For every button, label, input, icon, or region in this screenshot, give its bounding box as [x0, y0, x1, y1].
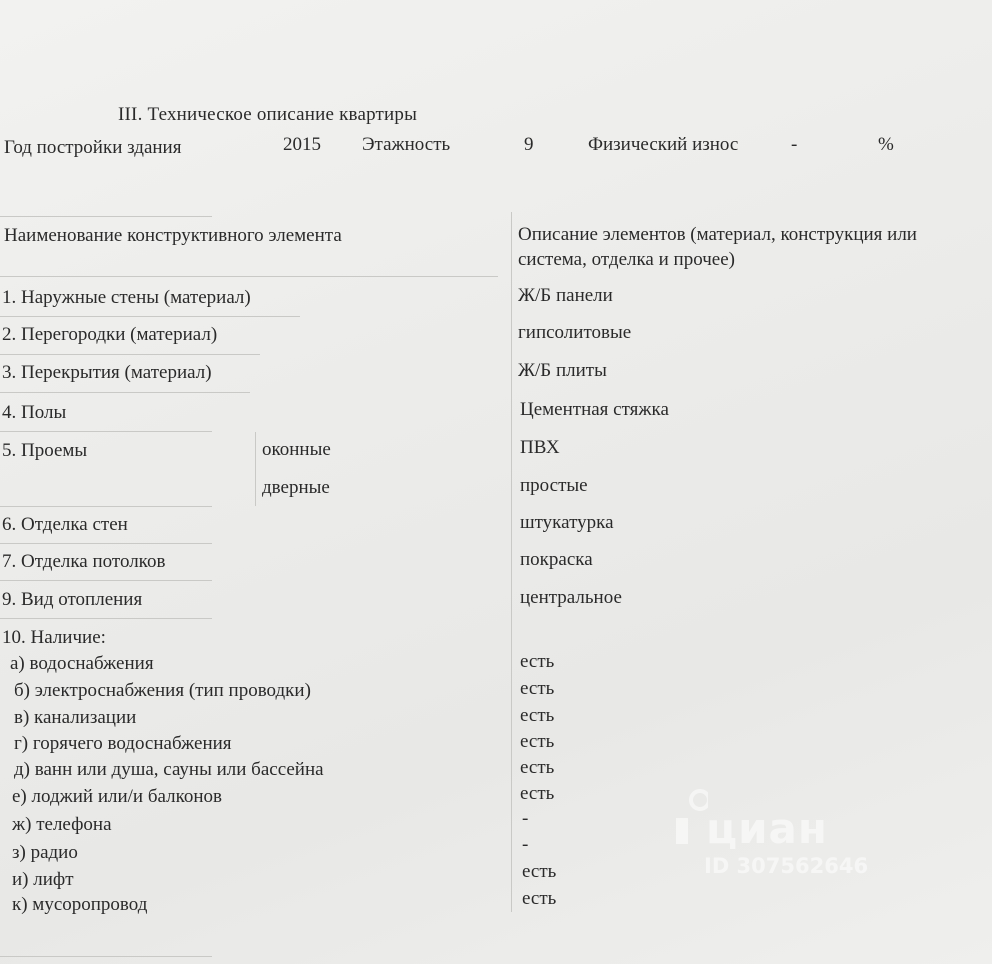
cian-watermark — [668, 788, 898, 888]
availability-item: в) канализации — [14, 707, 137, 728]
header-right-line1: Описание элементов (материал, конструкция или — [518, 224, 917, 245]
availability-item: з) радио — [12, 842, 78, 863]
row-rule — [0, 392, 250, 393]
watermark-brand: циан — [706, 804, 828, 853]
row-name: 9. Вид отопления — [2, 589, 143, 610]
availability-value: есть — [522, 861, 557, 882]
row-value: гипсолитовые — [518, 322, 632, 343]
row-name: 6. Отделка стен — [2, 514, 128, 535]
column-divider — [511, 212, 512, 912]
availability-value: - — [522, 808, 529, 829]
location-pin-icon — [668, 788, 708, 848]
subrow-divider — [255, 432, 256, 506]
year-value: 2015 — [283, 134, 321, 155]
wear-label: Физический износ — [588, 134, 739, 155]
availability-value: есть — [520, 678, 555, 699]
availability-item: а) водоснабжения — [10, 653, 154, 674]
row-value: покраска — [520, 549, 593, 570]
availability-item: г) горячего водоснабжения — [14, 733, 232, 754]
table-bottom-rule — [0, 956, 212, 957]
row-name: 5. Проемы — [2, 440, 88, 461]
header-right-line2: система, отделка и прочее) — [518, 249, 735, 270]
row-value: центральное — [520, 587, 622, 608]
availability-value: есть — [520, 783, 555, 804]
row-rule — [0, 506, 212, 507]
availability-title: 10. Наличие: — [2, 627, 106, 648]
availability-value: есть — [520, 705, 555, 726]
year-label: Год постройки здания — [4, 137, 182, 158]
availability-item: и) лифт — [12, 869, 74, 890]
row-value: ПВХ — [520, 437, 560, 458]
row-rule — [0, 543, 212, 544]
availability-value: есть — [522, 888, 557, 909]
availability-value: есть — [520, 651, 555, 672]
row-rule — [0, 580, 212, 581]
row-rule — [0, 316, 300, 317]
availability-item: б) электроснабжения (тип проводки) — [14, 680, 311, 701]
row-rule — [0, 431, 212, 432]
availability-item: д) ванн или душа, сауны или бассейна — [14, 759, 324, 780]
availability-value: - — [522, 834, 529, 855]
header-left: Наименование конструктивного элемента — [4, 225, 342, 246]
availability-value: есть — [520, 731, 555, 752]
availability-value: есть — [520, 757, 555, 778]
wear-unit: % — [878, 134, 894, 155]
row-rule — [0, 618, 212, 619]
wear-value: - — [791, 134, 798, 155]
row-subname: оконные — [262, 439, 331, 460]
floors-label: Этажность — [362, 134, 451, 155]
row-name: 4. Полы — [2, 402, 67, 423]
row-value: Ж/Б плиты — [518, 360, 607, 381]
row-value: простые — [520, 475, 588, 496]
row-value: Цементная стяжка — [520, 399, 669, 420]
availability-item: к) мусоропровод — [12, 894, 148, 915]
row-name: 1. Наружные стены (материал) — [2, 287, 251, 308]
row-subname: дверные — [262, 477, 330, 498]
row-rule — [0, 354, 260, 355]
availability-item: е) лоджий или/и балконов — [12, 786, 222, 807]
row-name: 3. Перекрытия (материал) — [2, 362, 212, 383]
table-top-rule — [0, 216, 212, 217]
header-rule — [0, 276, 498, 277]
availability-item: ж) телефона — [12, 814, 112, 835]
section-title: III. Техническое описание квартиры — [118, 104, 418, 125]
row-value: штукатурка — [520, 512, 614, 533]
row-name: 7. Отделка потолков — [2, 551, 166, 572]
row-name: 2. Перегородки (материал) — [2, 324, 218, 345]
watermark-id: ID 307562646 — [704, 854, 869, 878]
floors-value: 9 — [524, 134, 534, 155]
row-value: Ж/Б панели — [518, 285, 613, 306]
